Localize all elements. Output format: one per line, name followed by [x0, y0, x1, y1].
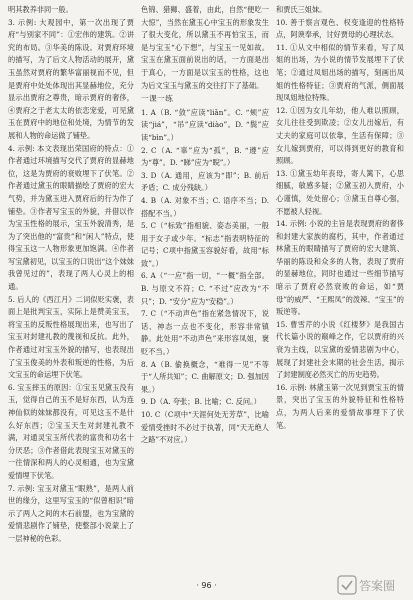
answer-item: 14. 示例: 小说的主旨是表现贾府的奢侈和封建大家族的腐朽，其中，作者通过林黛玉的眼睛描写了贾府的宏大建筑、华丽的陈设和众多的人物，表现了贾府的显赫地位，同时也通过一些细节描写暗示了贾府必然衰败的命运，如“贾母”的威严、“王熙凤”的泼辣、“宝玉”的叛逆等。 — [276, 219, 404, 317]
text-column-middle — [141, 4, 269, 572]
text-column-right — [276, 4, 404, 572]
answer-item: 13. ①黛玉幼年丧母，寄人篱下，心思细腻，敏感多疑；②黛玉初入贾府，小心谨慎，处处留心；③黛玉自尊心强，不愿被人轻视。 — [276, 168, 404, 216]
answer-item: 6. A（“一应”指一切，“一概”指全部。B. 与原文不符；C. “不过”应改为“不只”；D. “安分”应为“安稳”。） — [141, 271, 269, 306]
answer-item: 5. 后人的《西江月》二词似贬实褒，表面上是批判宝玉，实际上是赞美宝玉，将宝玉的反叛性格展现出来，也写出了宝玉对封建礼教的蔑视和反抗。此外，作者通过对宝玉外貌的描写，也表现出了宝玉俊美的外表和叛逆的性格，为后文宝玉的命运埋下伏笔。 — [8, 294, 134, 380]
answer-item: 2. C（A. “辜”应为“孤”，B. “遵”应为“尊”。D. “睇”应为“睨”。） — [141, 145, 269, 168]
watermark-logo — [337, 574, 407, 596]
answer-item: 8. A（B. 偷换概念，“难得一见”不等于“人所共知”；C. 曲解原文；D. 强加因果。） — [141, 359, 269, 394]
answer-item: 16. 示例: 林黛玉第一次见到贾宝玉的情景，突出了宝玉的外貌特征和性格特点，为两人后来的爱情故事埋下了伏笔。 — [276, 382, 404, 430]
answer-item: 明其教养非同一般。 — [8, 5, 73, 14]
answer-item: 3. D（A. 通用，应该为“即”；B. 前后矛盾；C. 成分残缺。） — [141, 170, 269, 193]
answer-item: 1. A（B. “敛”应读“liǎn”。C. “颊”应读“jiá”，“吊”应读“diào”。D. “鬓”应读“bìn”。） — [141, 107, 269, 142]
text-column-left — [8, 4, 134, 572]
answer-item: 5. C（“标致”指相貌、姿态美丽，一般用于女子或少年。“标志”指表明特征的记号；C项中指黛玉容貌好看，故用“标致”。） — [141, 221, 269, 268]
section-title: 一课一练 — [141, 94, 174, 104]
answer-item: 10. C（C项中“天涯何处无芳草”，比喻爱情受挫时不必过于执著，同“天无绝人之路”不对应。） — [141, 410, 269, 445]
answer-item: 3. 示例: 大观园中，第一次出现了贾府“与别家不同”：①宏伟的建筑。②讲究的布局。③华美的陈设。对贾府环境的描写，为了后文人物活动的展开，黛玉虽然对贾府的繁华富丽视而不见，但是贾府中处处体现出其显赫地位，充分显示出贾府之尊贵，暗示贾府的奢侈，④贾府之于老太太的依恋宠爱，可见黛玉在贾府中的地位和处境，为情节的发展和人物的命运做了铺垫。 — [8, 17, 134, 140]
answer-item: 4. 示例: 本文表现出荣国府的特点：①作者通过环境描写交代了贾府的显赫地位，这是为贾府的衰败埋下了伏笔。②作者通过黛玉的眼睛描绘了贾府的宏大气势，并为黛玉进入贾府后的行为作了铺垫。③作者写宝玉的外貌，并借以作为宝玉性格的展示，宝玉外貌清秀，是为了突出他的“富贵”和“闲人”特点，使得宝玉这一人物形象更加饱满。④作者写宝黛初见，以宝玉的口说出“这个妹妹我曾见过的”，表现了两人心灵上的相通。 — [8, 143, 134, 292]
answer-item: 15. 曹雪芹的小说《红楼梦》是我国古代长篇小说的巅峰之作，它以贾府的兴衰为主线，以宝黛的爱情悲剧为中心，展现了封建社会末期的社会生活，揭示了封建制度必然灭亡的历史趋势。 — [276, 319, 404, 380]
answer-continuation: 色锦、猎狮、盛着，由此，自然“便吃一大惊”，当然在黛玉心中宝玉的形象发生了很大变化，所以黛玉不再怕宝玉，而是与宝玉“心下想”，与宝玉一见如故。宝玉在黛玉面前说出的话，一方面是出于真心，一方面是以宝玉的性格，这也为后文宝玉与黛玉的交往打下了基础。 — [141, 5, 269, 90]
watermark-text: 答案圈 — [359, 579, 396, 593]
answer-item: 4. B（A. 对象不当；C. 语序不当；D. 搭配不当。） — [141, 195, 269, 218]
answer-item: 11. ①从文中相似的情节来看，写了凤姐的出场，为小说的情节发展埋下了伏笔；②通过凤姐出场的描写，刻画出凤姐的性格特征；③贾府的气派，侧面展现凤姐地位特殊。 — [276, 42, 404, 103]
answer-item: 10. 善于察言观色、权变逢迎的性格特点，阿谀奉承，讨好贾母的心理状态。 — [276, 17, 404, 40]
answer-continuation: 和贾氏三姐妹。 — [276, 5, 327, 14]
answer-item: 7. C（“不动声色”指在紧急情况下，说话、神态一点也不变化，形容非常镇静。此处用“不动声色”来形容凤姐，褒贬不当。） — [141, 309, 269, 357]
answer-item: 9. D（A. 夸张；B. 比喻；C. 反问。） — [141, 397, 261, 407]
answer-item: 7. 示例: 宝玉对黛玉“眼熟”，是两人前世的缘分，这里写宝玉的“似曾相识”暗示了两人之间的木石前盟，也为宝黛的爱情悲剧作了铺垫，使整部小说蒙上了一层神秘的色彩。 — [8, 483, 134, 543]
answer-item: 6. 宝玉摔玉的原因：①宝玉见黛玉没有玉，觉得自己的玉不是好东西，认为连神仙似的妹妹都没有，可见这玉不是什么好东西；②宝玉天生对封建礼教不满，对通灵宝玉所代表的富贵和功名十分厌恶；③作者借此表现宝玉对黛玉的一往情深和两人的心灵相通，也为宝黛爱情埋下伏笔。 — [8, 382, 134, 480]
page-number: · 96 · — [196, 581, 217, 590]
answer-item: 12. ①因为女儿年幼，他人难以照顾，女儿往往受到欺凌；②女儿出嫁后，有丈夫的家庭可以依靠，生活有保障；③女儿嫁到贾府，可以得到更好的教育和照顾。 — [276, 105, 404, 166]
